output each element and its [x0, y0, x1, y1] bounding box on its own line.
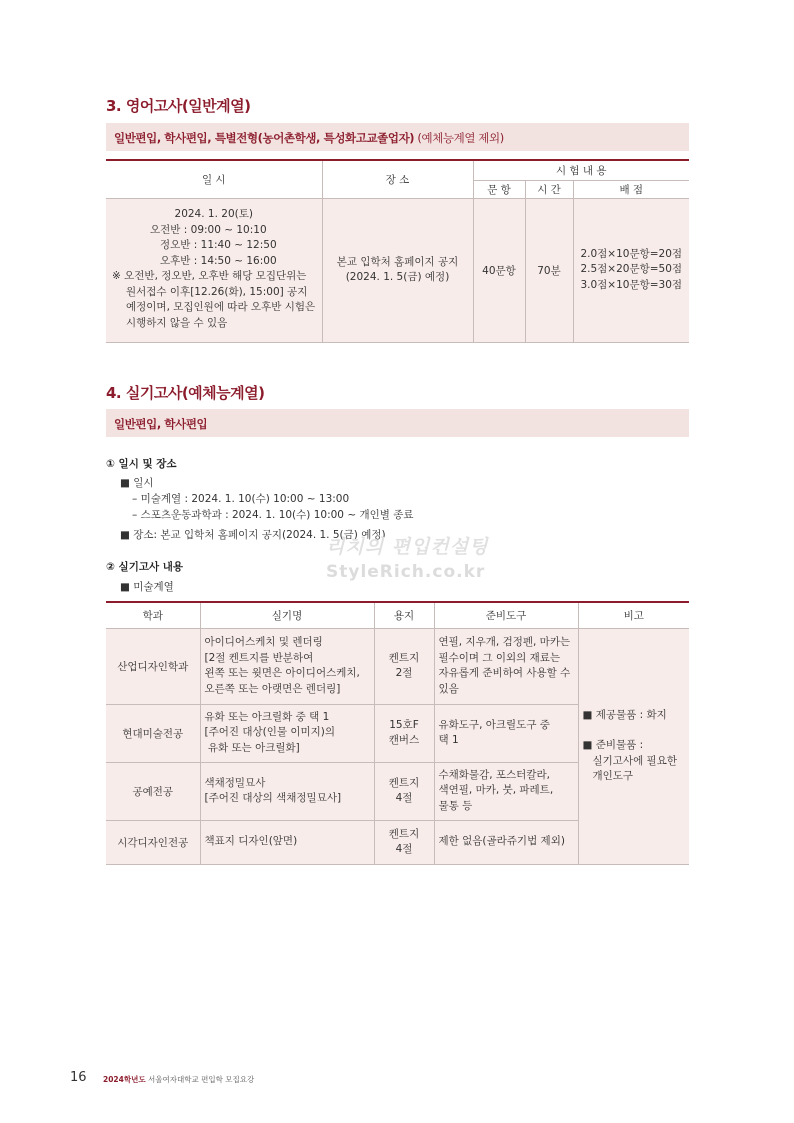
sub1-date-art: – 미술계열 : 2024. 1. 10(수) 10:00 ~ 13:00	[132, 493, 350, 505]
section4-band-text: 일반편입, 학사편입	[114, 417, 208, 431]
header-note: 비고	[578, 602, 689, 628]
exam-place-cell: 본교 입학처 홈페이지 공지 (2024. 1. 5(금) 예정)	[322, 198, 473, 342]
sub2-title: ② 실기고사 내용	[106, 561, 184, 573]
page-number: 16	[70, 1070, 87, 1085]
paper-cell: 켄트지 2절	[374, 628, 434, 704]
section3-title: 3. 영어고사(일반계열)	[106, 97, 251, 115]
exam-name-cell: 책표지 디자인(앞면)	[200, 820, 374, 864]
english-exam-table	[106, 159, 689, 343]
header-tools: 준비도구	[434, 602, 578, 628]
section4-band	[106, 409, 689, 437]
tools-cell: 연필, 지우개, 검정펜, 마카는 필수이며 그 이외의 재료는 자유롭게 준비하여 사용할 수 있음	[434, 628, 578, 704]
exam-items-cell: 40문항	[473, 198, 525, 342]
table-row	[106, 628, 689, 704]
exam-score-cell: 2.0점×10문항=20점 2.5점×20문항=50점 3.0점×10문항=30점	[573, 198, 689, 342]
header-score: 배 점	[573, 180, 689, 198]
dept-cell: 시각디자인전공	[106, 820, 200, 864]
paper-cell: 켄트지 4절	[374, 762, 434, 820]
exam-date-cell: 2024. 1. 20(토) 오전반 : 09:00 ~ 10:10 정오반 : 11:40 ~ 12:50 오후반 : 14:50 ~ 16:00 ※ 오전반, 정오반, 오후반 해당 모집단위는 원서접수 이후[12.26(화), 15:00] 공지 예정이며, 모집인원에 따라 오후반 시험은 시행하지 않을 수 있음	[106, 198, 322, 342]
sub1-bullet-place: ■ 장소: 본교 입학처 홈페이지 공지(2024. 1. 5(금) 예정)	[120, 529, 386, 541]
exam-date-note: ※ 오전반, 정오반, 오후반 해당 모집단위는 원서접수 이후[12.26(화), 15:00] 공지 예정이며, 모집인원에 따라 오후반 시험은 시행하지 않을 수 있음	[112, 270, 316, 329]
watermark-url: StyleRich.co.kr	[326, 562, 486, 582]
dept-cell: 현대미술전공	[106, 704, 200, 762]
header-place: 장 소	[322, 160, 473, 198]
header-items: 문 항	[473, 180, 525, 198]
sub2-bullet-art: ■ 미술계열	[120, 581, 174, 593]
exam-name-cell: 색채정밀묘사 [주어진 대상의 색채정밀묘사]	[200, 762, 374, 820]
header-paper: 용지	[374, 602, 434, 628]
tools-cell: 유화도구, 아크릴도구 중 택 1	[434, 704, 578, 762]
exam-name-cell: 아이디어스케치 및 렌더링 [2절 켄트지를 반분하여 왼쪽 또는 윗면은 아이디어스케치, 오른쪽 또는 아랫면은 렌더링]	[200, 628, 374, 704]
paper-cell: 켄트지 4절	[374, 820, 434, 864]
section3-band-text: 일반편입, 학사편입, 특별전형(농어촌학생, 특성화고교졸업자) (예체능계열 제외)	[114, 131, 504, 145]
watermark-text: 리치의 편입컨설팅	[326, 536, 489, 558]
exam-time-cell: 70분	[525, 198, 573, 342]
section4-title: 4. 실기고사(예체능계열)	[106, 384, 265, 402]
tools-cell: 수채화물감, 포스터칼라, 색연필, 마카, 붓, 파레트, 물통 등	[434, 762, 578, 820]
header-date: 일 시	[106, 160, 322, 198]
dept-cell: 공예전공	[106, 762, 200, 820]
header-dept: 학과	[106, 602, 200, 628]
sub1-bullet-date: ■ 일시	[120, 477, 154, 489]
footer-doc-title: 2024학년도 서울여자대학교 편입학 모집요강	[103, 1075, 255, 1084]
note-cell: ■ 제공물품 : 화지 ■ 준비물품 : 실기고사에 필요한 개인도구	[578, 628, 689, 864]
sub1-title: ① 일시 및 장소	[106, 458, 177, 470]
section3-band	[106, 123, 689, 151]
dept-cell: 산업디자인학과	[106, 628, 200, 704]
tools-cell: 제한 없음(골라쥬기법 제외)	[434, 820, 578, 864]
paper-cell: 15호F 캔버스	[374, 704, 434, 762]
exam-name-cell: 유화 또는 아크릴화 중 택 1 [주어진 대상(인물 이미지)의 유화 또는 아크릴화]	[200, 704, 374, 762]
header-exam-name: 실기명	[200, 602, 374, 628]
practical-exam-table	[106, 601, 689, 865]
header-time: 시 간	[525, 180, 573, 198]
header-exam-content: 시 험 내 용	[473, 160, 689, 180]
sub1-date-sports: – 스포츠운동과학과 : 2024. 1. 10(수) 10:00 ~ 개인별 종료	[132, 509, 414, 521]
